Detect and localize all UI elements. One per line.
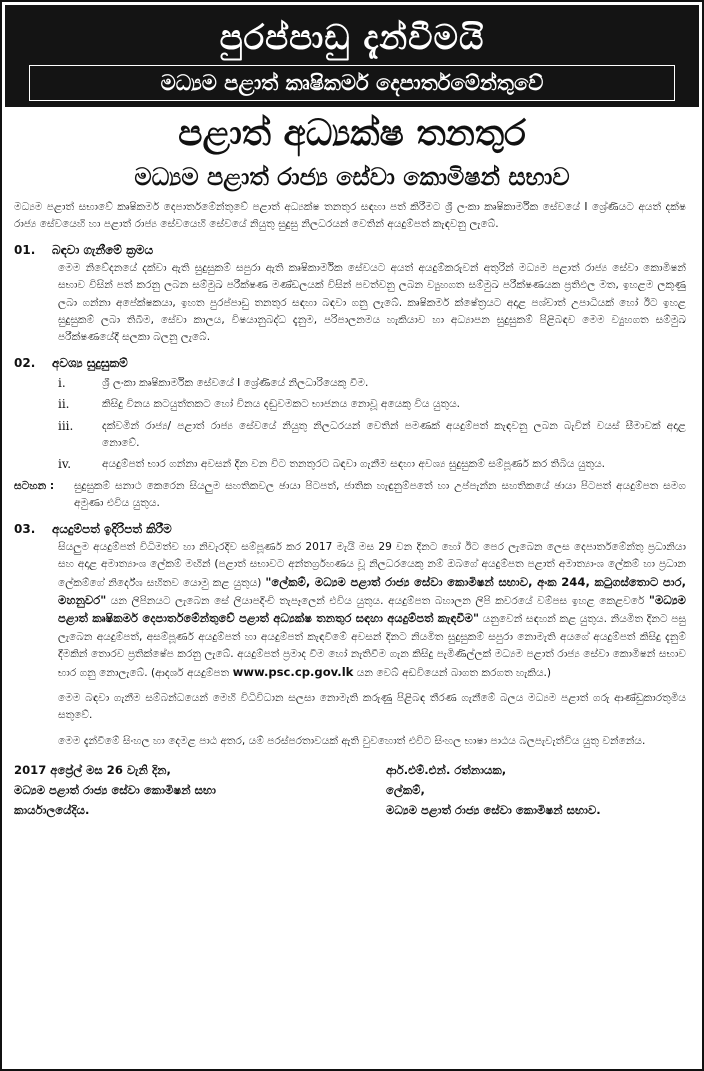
qualification-text: කිසිදු විනය කටයුත්තකට හෝ විනය දඬුවමකට භාජනය නොවූ අයෙකු විය යුතුය. xyxy=(102,398,461,411)
qualification-text: ශ්‍රී ලංකා කෘෂිකාර්මික සේවයේ I ශ්‍රේණියේ නිලධාරියෙකු වීම. xyxy=(102,376,369,389)
section-3-number: 03. xyxy=(14,521,36,536)
signature-date: 2017 අප්‍රේල් මස 26 වැනි දින, xyxy=(14,763,171,778)
signature-office-1: මධ්‍යම පළාත් රාජ්‍ය සේවා කොමිෂන් සභා xyxy=(14,783,216,798)
signature-left xyxy=(14,760,344,820)
qualification-marker: iii. xyxy=(58,418,74,433)
signature-office-2: කාර්යාලයේදිය. xyxy=(14,803,90,818)
qualification-item xyxy=(14,396,686,413)
signatory-organization: මධ්‍යම පළාත් රාජ්‍ය සේවා කොමිෂන් සභාව. xyxy=(386,803,601,818)
authority-paragraph: මෙම බඳවා ගැනීම සම්බන්ධයෙන් මෙහි විධිවිධාන සලසා නොමැති කරුණු පිළිබඳ තීරණ ගැනීමේ බලය මධ්‍යම පළාත් ගරු ආණ්ඩුකාරතුමිය සතුවේ. xyxy=(58,691,686,722)
note-text: සුදුසුකම් සනාථ කෙරෙන සියලුම සහතිකවල ඡායා පිටපත්, ජාතික හැඳුනුම්පතේ හා උප්පැන්න සහතිකයේ ඡායා පිටපත් අයදුම්පත සමග අමුණා එවිය යුතුය. xyxy=(74,479,686,510)
submission-text-a: සියලුම අයදුම්පත් විධිමත්ව හා නිවැරදිව සම්පූර්ණ කර 2017 මැයි මස 29 වන දිනට හෝ ඊට පෙර ලැබෙන ලෙස දෙපාර්තමේන්තු ප්‍රධානියා සහ අදාළ අමාත්‍යාංශ ලේකම් මඟින් (පළාත් සභාවට අන්තර්ග්‍රහණය වූ නිලධරයෙකු නම් ඔබගේ අයදුම්පත පළාත් අමාත්‍යාංශ ලේකම් හා ප්‍රධාන ලේකම්ගේ නිර්දේශ සහිතව යොමු කළ යුතුය) xyxy=(58,540,686,589)
section-3-title: අයදුම්පත් ඉදිරිපත් කිරීම xyxy=(52,521,172,536)
qualification-item xyxy=(14,456,686,473)
qualification-marker: ii. xyxy=(58,397,70,412)
submission-address: "ලේකම්, මධ්‍යම පළාත් රාජ්‍ය සේවා කොමිෂන් සභාව, අංක 244, කටුගස්තොට පාර, මහනුවර" xyxy=(58,574,686,607)
submission-paragraph xyxy=(14,539,686,682)
note-block xyxy=(14,478,686,513)
section-1-number: 01. xyxy=(14,242,36,257)
website-link[interactable]: www.psc.cp.gov.lk xyxy=(232,664,354,679)
signatory-position: ලේකම්, xyxy=(386,783,425,798)
qualification-item xyxy=(14,375,686,392)
signature-right xyxy=(386,760,686,820)
signatory-name: ආර්.එම්.එන්. රත්නායක, xyxy=(386,763,507,778)
commission-title: මධ්‍යම පළාත් රාජ්‍ය සේවා කොමිෂන් සභාව xyxy=(134,163,570,191)
signature-block xyxy=(14,760,686,820)
section-3-heading xyxy=(14,519,686,539)
section-1-heading xyxy=(14,240,686,260)
language-paragraph: මෙම දැන්වීමේ සිංහල හා දෙමළ පාඨ අතර, යම් පරස්පරතාවයක් ඇති වුවහොත් එවිට සිංහල භාෂා පාඨය බලපැවැත්විය යුතු වන්නේය. xyxy=(58,734,646,747)
qualification-text: දක්වමින් රාජ්‍ය/ පළාත් රාජ්‍ය සේවයේ නියුතු නිලධරයන් වෙතින් පමණක් අයදුම්පත් කැඳවනු ලබන බැවින් වයස් සීමාවක් අදාළ නොවේ. xyxy=(102,419,686,450)
header-banner xyxy=(5,5,699,107)
section-1-text: මෙම නිවේදනයේ දක්වා ඇති සුදුසුකම් සපුරා ඇති කෘෂිකාර්මික සේවයට අයත් අයදුම්කරුවන් අතුරින් මධ්‍යම පළාත් රාජ්‍ය සේවා කොමිෂන් සභාව විසින් පත් කරනු ලබන සම්මුඛ පරීක්ෂණ මණ්ඩලයක් විසින් පවත්වනු ලබන ව්‍යුහගත සම්මුඛ පරීක්ෂණයක ප්‍රතිඵල මත, ඉහළම ලකුණු ලබා ගන්නා අපේක්ෂකයා, ඉහත පුරප්පාඩු තනතුර සඳහා බඳවා ගනු ලැබේ. කෘෂිකර්ම ක්ෂේත්‍රයට අදාළ පශ්චාත් උපාධියක් හෝ ඊට ඉහළ සුදුසුකම් ලබා තිබීම, සේවා කාලය, විෂයානුබද්ධ දැනුම, පරිපාලනමය හැකියාව හා අධ්‍යාපන සුදුසුකම් පිළිබඳව මෙම ව්‍යුහගත සම්මුඛ පරීක්ෂණයේදී සලකා බලනු ලැබේ. xyxy=(58,261,686,344)
envelope-marking: "මධ්‍යම පළාත් කෘෂිකර්ම දෙපාර්තමේන්තුවේ පළාත් අධ්‍යක්ෂ තනතුර සඳහා අයදුම්පත් කැඳවීම" xyxy=(58,592,686,626)
submission-text-b: යන ලිපිනයට ලැබෙන සේ ලියාපදිංචි තැපෑලෙන් එවිය යුතුය. අයදුම්පත බහාලන ලිපි කවරයේ වම්පස ඉහළ කෙළවරේ xyxy=(110,594,645,607)
section-1-title: බඳවා ගැනීමේ ක්‍රමය xyxy=(52,242,154,257)
qualification-marker: iv. xyxy=(58,457,72,472)
intro-paragraph: මධ්‍යම පළාත් සභාවේ කෘෂිකර්ම දෙපාර්තමේන්තුවේ පළාත් අධ්‍යක්ෂ තනතුර සඳහා පත් කිරීමට ශ්‍රී ලංකා කෘෂිකාර්මික සේවයේ I ශ්‍රේණියට අයත් දක්ෂ රාජ්‍ය සේවයෙහි හා පළාත් රාජ්‍ය සේවයෙහි සේවයේ නියුතු සුදුසු නිලධරයන් වෙතින් අයදුම්පත් කැඳවනු ලැබේ. xyxy=(14,201,686,231)
submission-text-c: යනුවෙන් සඳහන් කළ යුතුය. නියමිත දිනට පසු ලැබෙන අයදුම්පත්, අසම්පූර්ණ අයදුම්පත් හා අයදුම්පත් කැඳවීමේ අවසන් දිනට නියමිත සුදුසුකම් සපුරා නොමැති අයගේ අයදුම්පත් කිසිදු දැනුම් දීමකින් තොරව ප්‍රතික්ෂේප කරනු ලැබේ. අයදුම්පත් ප්‍රමාද වීම හෝ නැතිවීම ගැන කිසිදු පැමිණිල්ලක් මධ්‍යම පළාත් රාජ්‍ය සේවා කොමිෂන් සභාව භාර ගනු නොලැබේ. (ආදර්ශ අයදුම්පත xyxy=(58,613,686,679)
qualification-text: අයදුම්පත් භාර ගන්නා අවසන් දින වන විට තනතුරට බඳවා ගැනීම සඳහා අවශ්‍ය සුදුසුකම් සම්පූර්ණ කර තිබිය යුතුය. xyxy=(102,458,606,471)
section-2-number: 02. xyxy=(14,355,36,370)
note-label: සටහන : xyxy=(14,479,55,492)
submission-text-d: යන වෙබ් අඩවියෙන් බාගත කරගත හැකිය.) xyxy=(356,666,552,679)
qualification-marker: i. xyxy=(58,375,66,390)
section-2-title: අවශ්‍ය සුදුසුකම් xyxy=(52,355,128,370)
department-title: මධ්‍යම පළාත් කෘෂිකර්ම දෙපාර්තමේන්තුවේ xyxy=(29,65,675,101)
advertisement-body xyxy=(2,199,702,820)
post-title: පළාත් අධ්‍යක්ෂ තනතුර xyxy=(178,113,526,154)
qualification-item xyxy=(14,418,686,453)
vacancy-title: පුරප්පාඩු දැන්වීමයි xyxy=(219,18,485,58)
section-2-heading xyxy=(14,353,686,373)
